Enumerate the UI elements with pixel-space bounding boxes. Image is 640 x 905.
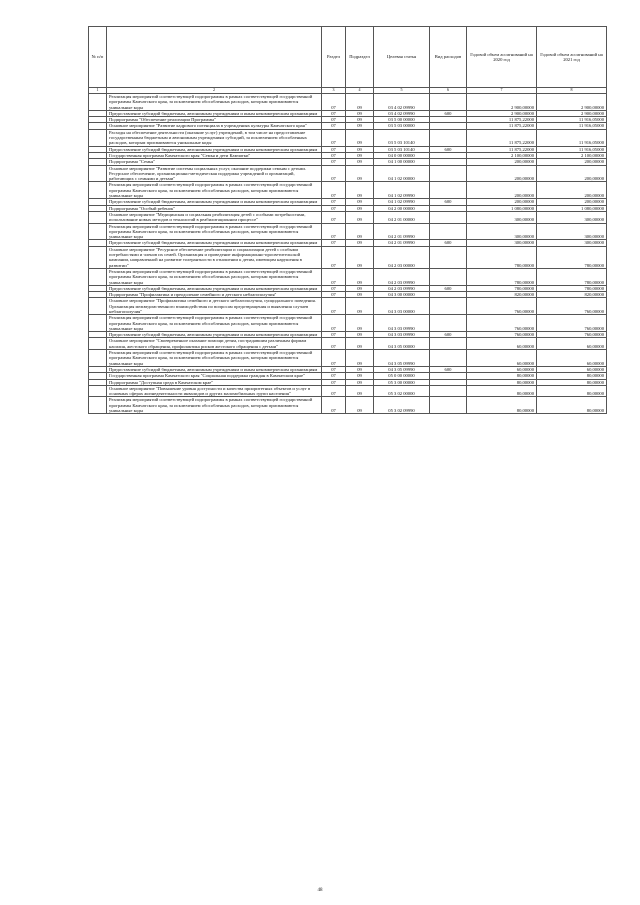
header-razdel: Раздел (322, 27, 346, 88)
row-csr-cell: 03 5 03 00000 (374, 123, 430, 129)
row-2020-cell: 11 875,22000 (467, 117, 537, 123)
row-razdel-cell: 07 (322, 182, 346, 199)
row-2021-cell: 11 916,05000 (537, 129, 607, 146)
row-2021-cell: 300,00000 (537, 211, 607, 223)
row-2020-cell: 80,00000 (467, 385, 537, 397)
row-name-cell (107, 315, 322, 332)
row-name-text: Предоставление субсидий бюджетным, автономным учреждениям и иным некоммерческим организациям (109, 199, 318, 205)
row-vr-cell (430, 385, 467, 397)
row-csr-cell: 04 3 05 09990 (374, 350, 430, 367)
row-name-cell (107, 350, 322, 367)
table-row (89, 268, 607, 285)
row-name-text: Предоставление субсидий бюджетным, автономным учреждениям и иным некоммерческим организациям (109, 366, 318, 372)
row-name-cell (107, 298, 322, 315)
row-2021-cell: 11 916,05000 (537, 123, 607, 129)
row-razdel-cell: 07 (322, 246, 346, 268)
row-name-text: Предоставление субсидий бюджетным, автономным учреждениям и иным некоммерческим организациям (109, 285, 318, 291)
row-razdel-cell: 07 (322, 292, 346, 298)
row-podrazdel-cell: 09 (346, 123, 374, 129)
row-podrazdel-cell: 09 (346, 94, 374, 111)
row-csr-cell: 04 2 03 09990 (374, 268, 430, 285)
row-razdel-cell: 07 (322, 373, 346, 379)
row-podrazdel-cell: 09 (346, 182, 374, 199)
row-vr-cell: 600 (430, 366, 467, 372)
row-razdel-cell: 07 (322, 315, 346, 332)
table-row (89, 298, 607, 315)
table-row (89, 397, 607, 414)
row-name-cell (107, 373, 322, 379)
row-2021-cell: 200,00000 (537, 159, 607, 165)
row-2021-cell: 2 900,00000 (537, 110, 607, 116)
header-vr: Вид расходов (430, 27, 467, 88)
header-2020: Годовой объем ассигнований на 2020 год (467, 27, 537, 88)
row-podrazdel-cell: 09 (346, 298, 374, 315)
row-name-text: Реализация мероприятий соответствующей подпрограммы в рамках соответствующей государственной программы Камчатского края, за исключением обособленных расходов, которым присваиваются уникальные коды (109, 315, 313, 331)
row-name-text: Государственная программа Камчатского края "Социальная поддержка граждан в Камчатском крае" (109, 373, 305, 379)
header-2021: Годовой объем ассигнований на 2021 год (537, 27, 607, 88)
row-podrazdel-cell: 09 (346, 211, 374, 223)
row-razdel-cell: 07 (322, 211, 346, 223)
header-row (89, 27, 607, 88)
row-2020-cell: 760,00000 (467, 298, 537, 315)
header-name (107, 27, 322, 88)
row-name-text: Подпрограмма "Обеспечение реализации Программы" (109, 117, 217, 123)
row-number-cell (89, 338, 107, 350)
row-vr-cell (430, 246, 467, 268)
row-vr-cell (430, 315, 467, 332)
row-2020-cell: 200,00000 (467, 165, 537, 182)
row-name-text: Подпрограмма "Профилактика и преодоление семейного и детского неблагополучия" (109, 292, 277, 298)
row-razdel-cell: 07 (322, 385, 346, 397)
header-podrazdel: Подраздел (346, 27, 374, 88)
row-2020-cell: 2 900,00000 (467, 94, 537, 111)
row-vr-cell (430, 397, 467, 414)
row-podrazdel-cell: 09 (346, 397, 374, 414)
row-2021-cell: 80,00000 (537, 397, 607, 414)
row-name-text: Основное мероприятие "Своевременное оказание помощи детям, пострадавшим различным формам насилия, жестокого обращения, профилактика рисков жестокого обращения с детьми" (109, 338, 307, 349)
row-number-cell (89, 165, 107, 182)
row-razdel-cell: 07 (322, 129, 346, 146)
row-2021-cell: 200,00000 (537, 182, 607, 199)
row-2021-cell: 820,00000 (537, 292, 607, 298)
row-2021-cell: 80,00000 (537, 385, 607, 397)
table-row (89, 182, 607, 199)
row-vr-cell: 600 (430, 332, 467, 338)
row-2020-cell: 780,00000 (467, 246, 537, 268)
row-name-text: Предоставление субсидий бюджетным, автономным учреждениям и иным некоммерческим организациям (109, 146, 318, 152)
row-2021-cell: 60,00000 (537, 338, 607, 350)
row-2020-cell: 780,00000 (467, 268, 537, 285)
row-razdel-cell: 07 (322, 332, 346, 338)
row-number-cell (89, 94, 107, 111)
row-2020-cell: 300,00000 (467, 211, 537, 223)
row-vr-cell (430, 350, 467, 367)
row-razdel-cell: 07 (322, 152, 346, 158)
row-number-cell (89, 182, 107, 199)
row-csr-cell: 04 3 05 00000 (374, 338, 430, 350)
row-name-text: Реализация мероприятий соответствующей подпрограммы в рамках соответствующей государственной программы Камчатского края, за исключением обособленных расходов, которым присваиваются уникальные коды (109, 350, 313, 366)
row-csr-cell: 04 1 02 00000 (374, 165, 430, 182)
row-podrazdel-cell: 09 (346, 350, 374, 367)
row-name-text: Подпрограмма "Доступная среда в Камчатском крае" (109, 379, 214, 385)
budget-table-page (88, 26, 606, 414)
column-number: 8 (537, 88, 607, 94)
row-2020-cell: 760,00000 (467, 332, 537, 338)
row-vr-cell (430, 165, 467, 182)
row-podrazdel-cell: 09 (346, 223, 374, 240)
row-name-cell (107, 182, 322, 199)
row-name-text: Основное мероприятие "Профилактика семейного и детского неблагополучия, суицидального поведения. Организация межведомственного взаимодействия по вопросам предотвращения и выявления случаев неблагополучия" (109, 298, 316, 314)
row-name-cell (107, 246, 322, 268)
row-name-text: Реализация мероприятий соответствующей подпрограммы в рамках соответствующей государственной программы Камчатского края, за исключением обособленных расходов, которым присваиваются уникальные коды (109, 94, 313, 110)
row-csr-cell: 04 2 01 00000 (374, 211, 430, 223)
row-csr-cell: 04 2 01 09990 (374, 223, 430, 240)
row-name-cell (107, 240, 322, 246)
row-2020-cell: 2 900,00000 (467, 110, 537, 116)
row-name-cell (107, 268, 322, 285)
row-podrazdel-cell: 09 (346, 129, 374, 146)
row-name-text: Реализация мероприятий соответствующей подпрограммы в рамках соответствующей государственной программы Камчатского края, за исключением обособленных расходов, которым присваиваются уникальные коды (109, 223, 313, 240)
row-name-text: Предоставление субсидий бюджетным, автономным учреждениям и иным некоммерческим организациям (109, 332, 318, 338)
row-2021-cell: 80,00000 (537, 373, 607, 379)
row-razdel-cell: 07 (322, 350, 346, 367)
row-vr-cell: 600 (430, 285, 467, 291)
row-podrazdel-cell: 09 (346, 338, 374, 350)
row-csr-cell: 04 0 00 00000 (374, 152, 430, 158)
row-2020-cell: 80,00000 (467, 397, 537, 414)
row-number-cell (89, 268, 107, 285)
row-csr-cell: 04 1 02 09990 (374, 199, 430, 205)
row-2020-cell: 760,00000 (467, 315, 537, 332)
row-name-cell (107, 338, 322, 350)
row-2020-cell: 60,00000 (467, 366, 537, 372)
row-2021-cell: 1 080,00000 (537, 205, 607, 211)
row-csr-cell: 04 3 03 09990 (374, 332, 430, 338)
row-csr-cell: 04 2 03 00000 (374, 246, 430, 268)
row-razdel-cell: 07 (322, 379, 346, 385)
row-vr-cell: 600 (430, 146, 467, 152)
row-name-cell (107, 385, 322, 397)
row-name-text: Подпрограмма "Семья" (109, 159, 156, 165)
row-name-cell (107, 94, 322, 111)
row-name-cell (107, 199, 322, 205)
row-name-cell (107, 110, 322, 116)
row-csr-cell: 05 3 00 00000 (374, 379, 430, 385)
table-row (89, 385, 607, 397)
row-razdel-cell: 07 (322, 366, 346, 372)
row-name-text: Расходы на обеспечение деятельности (оказание услуг) учреждений, в том числе на предоставление государственным бюджетным и автономным учреждениям субсидий, за исключением обособленных расходов, которым присваиваются уникальные коды (109, 129, 307, 146)
row-2020-cell: 80,00000 (467, 379, 537, 385)
row-2021-cell: 2 900,00000 (537, 94, 607, 111)
table-row (89, 211, 607, 223)
row-2020-cell: 200,00000 (467, 182, 537, 199)
row-number-cell (89, 385, 107, 397)
row-name-text: Основное мероприятие "Медицинская и социальная реабилитация детей с особыми потребностями, использование новых методов и технологий в реабилитационном процессе" (109, 211, 306, 223)
row-number-cell (89, 350, 107, 367)
budget-table (88, 26, 607, 414)
row-2021-cell: 60,00000 (537, 350, 607, 367)
row-csr-cell: 04 2 01 09990 (374, 240, 430, 246)
row-name-cell (107, 165, 322, 182)
row-podrazdel-cell: 09 (346, 292, 374, 298)
row-csr-cell: 03 4 02 09990 (374, 94, 430, 111)
row-csr-cell: 05 3 02 09990 (374, 397, 430, 414)
row-name-text: Реализация мероприятий соответствующей подпрограммы в рамках соответствующей государственной программы Камчатского края, за исключением обособленных расходов, которым присваиваются уникальные коды (109, 268, 313, 285)
column-number: 3 (322, 88, 346, 94)
row-name-text: Основное мероприятие "Развитие системы социальных услуг, оказание поддержки семьям с детьми. Ресурсное обеспечение, организационно-методическая поддержка учреждений и организаций, работающих с семьями и детьми" (109, 165, 306, 182)
row-2021-cell: 760,00000 (537, 298, 607, 315)
row-name-cell (107, 123, 322, 129)
row-csr-cell: 03 4 02 09990 (374, 110, 430, 116)
row-razdel-cell: 07 (322, 338, 346, 350)
row-name-text: Реализация мероприятий соответствующей подпрограммы в рамках соответствующей государственной программы Камчатского края, за исключением обособленных расходов, которым присваиваются уникальные коды (109, 182, 313, 199)
row-csr-cell: 04 3 03 09990 (374, 315, 430, 332)
row-2021-cell: 760,00000 (537, 315, 607, 332)
row-csr-cell: 04 1 00 00000 (374, 159, 430, 165)
row-2021-cell: 300,00000 (537, 240, 607, 246)
row-vr-cell (430, 129, 467, 146)
row-razdel-cell: 07 (322, 110, 346, 116)
row-2021-cell: 780,00000 (537, 285, 607, 291)
row-2020-cell: 820,00000 (467, 292, 537, 298)
row-vr-cell (430, 94, 467, 111)
table-row (89, 129, 607, 146)
row-podrazdel-cell: 09 (346, 205, 374, 211)
row-2020-cell: 11 875,22000 (467, 146, 537, 152)
row-2021-cell: 60,00000 (537, 366, 607, 372)
row-razdel-cell: 07 (322, 94, 346, 111)
row-2020-cell: 200,00000 (467, 199, 537, 205)
row-2021-cell: 780,00000 (537, 268, 607, 285)
column-number: 5 (374, 88, 430, 94)
table-row (89, 338, 607, 350)
row-number-cell (89, 246, 107, 268)
row-podrazdel-cell: 09 (346, 110, 374, 116)
row-2021-cell: 760,00000 (537, 332, 607, 338)
row-razdel-cell: 07 (322, 240, 346, 246)
row-podrazdel-cell: 09 (346, 332, 374, 338)
table-row (89, 223, 607, 240)
row-podrazdel-cell: 09 (346, 152, 374, 158)
row-name-cell (107, 397, 322, 414)
column-number: 7 (467, 88, 537, 94)
row-podrazdel-cell: 09 (346, 315, 374, 332)
row-name-cell (107, 366, 322, 372)
row-2021-cell: 11 916,05000 (537, 146, 607, 152)
row-2020-cell: 780,00000 (467, 285, 537, 291)
row-2021-cell: 200,00000 (537, 165, 607, 182)
row-csr-cell: 05 0 00 00000 (374, 373, 430, 379)
row-name-text: Реализация мероприятий соответствующей подпрограммы в рамках соответствующей государственной программы Камчатского края, за исключением обособленных расходов, которым присваиваются уникальные коды (109, 397, 313, 414)
row-2020-cell: 2 100,00000 (467, 152, 537, 158)
row-razdel-cell: 07 (322, 165, 346, 182)
row-vr-cell: 600 (430, 199, 467, 205)
row-2021-cell: 2 100,00000 (537, 152, 607, 158)
row-razdel-cell: 07 (322, 205, 346, 211)
row-csr-cell: 03 5 00 00000 (374, 117, 430, 123)
row-vr-cell: 600 (430, 110, 467, 116)
row-vr-cell (430, 338, 467, 350)
row-razdel-cell: 07 (322, 285, 346, 291)
row-razdel-cell: 07 (322, 298, 346, 315)
row-2020-cell: 60,00000 (467, 338, 537, 350)
row-csr-cell: 04 2 03 09990 (374, 285, 430, 291)
row-2020-cell: 60,00000 (467, 350, 537, 367)
row-number-cell (89, 211, 107, 223)
page-number: 48 (317, 888, 323, 893)
row-vr-cell (430, 211, 467, 223)
row-number-cell (89, 298, 107, 315)
row-podrazdel-cell: 09 (346, 285, 374, 291)
row-podrazdel-cell: 09 (346, 385, 374, 397)
row-2021-cell: 200,00000 (537, 199, 607, 205)
row-csr-cell: 05 3 02 00000 (374, 385, 430, 397)
row-2020-cell: 11 875,22000 (467, 123, 537, 129)
row-vr-cell (430, 223, 467, 240)
row-razdel-cell: 07 (322, 223, 346, 240)
row-vr-cell (430, 268, 467, 285)
row-2020-cell: 300,00000 (467, 240, 537, 246)
row-2021-cell: 80,00000 (537, 379, 607, 385)
column-number: 1 (89, 88, 107, 94)
row-csr-cell: 03 5 03 10140 (374, 129, 430, 146)
row-razdel-cell: 07 (322, 159, 346, 165)
row-name-cell (107, 211, 322, 223)
row-2020-cell: 11 875,22000 (467, 129, 537, 146)
row-podrazdel-cell: 09 (346, 117, 374, 123)
column-number: 6 (430, 88, 467, 94)
row-podrazdel-cell: 09 (346, 159, 374, 165)
row-csr-cell: 03 5 03 10140 (374, 146, 430, 152)
row-2021-cell: 11 916,05000 (537, 117, 607, 123)
row-name-cell (107, 223, 322, 240)
row-name-cell (107, 129, 322, 146)
row-podrazdel-cell: 09 (346, 246, 374, 268)
row-2020-cell: 300,00000 (467, 223, 537, 240)
header-num: № п/п (89, 27, 107, 88)
row-razdel-cell: 07 (322, 268, 346, 285)
table-row (89, 350, 607, 367)
table-row (89, 315, 607, 332)
column-number: 2 (107, 88, 322, 94)
row-name-text: Основное мероприятие "Повышение уровня доступности и качества приоритетных объектов и услуг в основных сферах жизнедеятельности инвалидов и других маломобильных групп населения" (109, 385, 311, 397)
row-csr-cell: 04 2 00 00000 (374, 205, 430, 211)
table-body (89, 94, 607, 414)
row-vr-cell (430, 298, 467, 315)
row-name-text: Подпрограмма "Особый ребенок" (109, 205, 176, 211)
row-podrazdel-cell: 09 (346, 165, 374, 182)
row-podrazdel-cell: 09 (346, 146, 374, 152)
row-name-text: Предоставление субсидий бюджетным, автономным учреждениям и иным некоммерческим организациям (109, 240, 318, 246)
row-podrazdel-cell: 09 (346, 373, 374, 379)
row-razdel-cell: 07 (322, 117, 346, 123)
row-2020-cell: 1 080,00000 (467, 205, 537, 211)
row-vr-cell (430, 182, 467, 199)
column-number: 4 (346, 88, 374, 94)
row-razdel-cell: 07 (322, 123, 346, 129)
row-2020-cell: 200,00000 (467, 159, 537, 165)
table-row (89, 165, 607, 182)
row-csr-cell: 04 3 00 00000 (374, 292, 430, 298)
row-vr-cell: 600 (430, 240, 467, 246)
table-row (89, 246, 607, 268)
row-razdel-cell: 07 (322, 146, 346, 152)
row-podrazdel-cell: 09 (346, 379, 374, 385)
row-razdel-cell: 07 (322, 199, 346, 205)
header-csr: Целевая статья (374, 27, 430, 88)
row-number-cell (89, 397, 107, 414)
row-name-text: Государственная программа Камчатского края "Семья и дети Камчатки" (109, 152, 251, 158)
row-2021-cell: 780,00000 (537, 246, 607, 268)
row-2021-cell: 300,00000 (537, 223, 607, 240)
table-row (89, 94, 607, 111)
row-csr-cell: 04 3 05 09990 (374, 366, 430, 372)
row-podrazdel-cell: 09 (346, 366, 374, 372)
row-number-cell (89, 223, 107, 240)
row-csr-cell: 04 3 03 00000 (374, 298, 430, 315)
row-podrazdel-cell: 09 (346, 199, 374, 205)
row-2020-cell: 80,00000 (467, 373, 537, 379)
row-name-text: Основное мероприятие "Развитие кадрового потенциала в учреждениях культуры Камчатского края" (109, 123, 307, 129)
row-name-cell (107, 285, 322, 291)
row-number-cell (89, 315, 107, 332)
row-csr-cell: 04 1 02 09990 (374, 182, 430, 199)
row-name-cell (107, 146, 322, 152)
row-name-text: Предоставление субсидий бюджетным, автономным учреждениям и иным некоммерческим организациям (109, 110, 318, 116)
row-razdel-cell: 07 (322, 397, 346, 414)
row-name-text: Основное мероприятие "Ресурсное обеспечение реабилитации и социализации детей с особыми потребностями и членов их семей. Организация и проведение информационно-просветительской кампании, направленной на развитие толерантности в отношении к детям, имеющим нарушения в развитии" (109, 246, 302, 268)
row-podrazdel-cell: 09 (346, 268, 374, 285)
row-podrazdel-cell: 09 (346, 240, 374, 246)
row-number-cell (89, 129, 107, 146)
